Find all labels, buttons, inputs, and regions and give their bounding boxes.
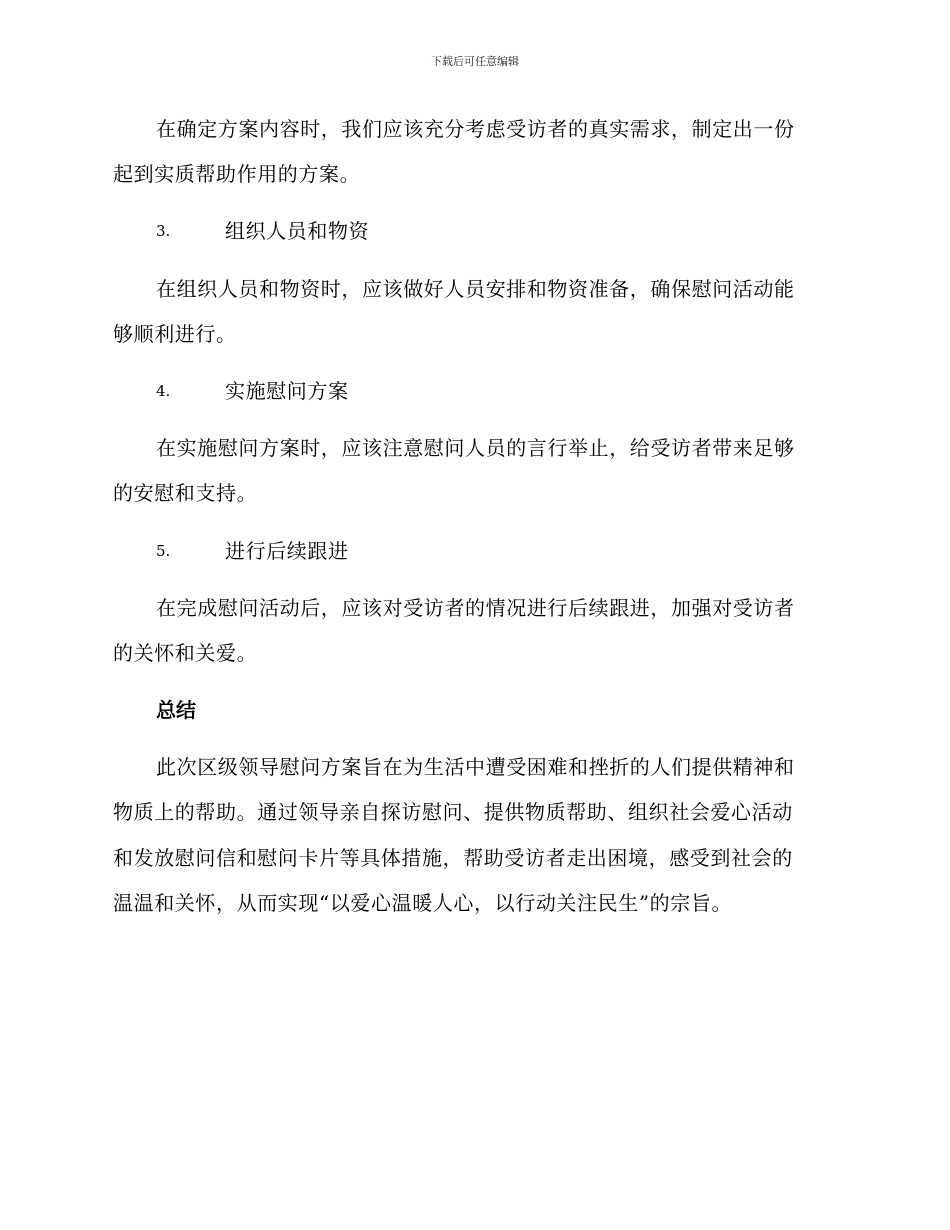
summary-line-2: 物质上的帮助。通过领导亲自探访慰问、提供物质帮助、组织社会爱心活动 <box>113 800 793 824</box>
paragraph-2-line-1: 在组织人员和物资时，应该做好人员安排和物资准备，确保慰问活动能 <box>156 277 795 301</box>
paragraph-1-line-1: 在确定方案内容时，我们应该充分考虑受访者的真实需求，制定出一份 <box>156 117 795 141</box>
paragraph-4-line-1: 在完成慰问活动后，应该对受访者的情况进行后续跟进，加强对受访者 <box>156 596 795 620</box>
summary-line-4: 温温和关怀，从而实现“以爱心温暖人心，以行动关注民生”的宗旨。 <box>113 891 733 915</box>
page-header: 下载后可任意编辑 <box>431 55 519 68</box>
item-5-title: 进行后续跟进 <box>225 539 349 563</box>
paragraph-2-line-2: 够顺利进行。 <box>113 322 237 346</box>
summary-heading: 总结 <box>156 698 196 722</box>
item-3-number: 3. <box>156 222 171 240</box>
item-4-number: 4. <box>156 382 171 400</box>
summary-line-1: 此次区级领导慰问方案旨在为生活中遭受困难和挫折的人们提供精神和 <box>156 755 795 779</box>
item-5-number: 5. <box>156 542 171 560</box>
paragraph-1-line-2: 起到实质帮助作用的方案。 <box>113 162 361 186</box>
item-4-title: 实施慰问方案 <box>225 379 349 403</box>
paragraph-3-line-1: 在实施慰问方案时，应该注意慰问人员的言行举止，给受访者带来足够 <box>156 436 795 460</box>
paragraph-3-line-2: 的安慰和支持。 <box>113 481 258 505</box>
paragraph-4-line-2: 的关怀和关爱。 <box>113 641 258 665</box>
summary-line-3: 和发放慰问信和慰问卡片等具体措施，帮助受访者走出困境，感受到社会的 <box>113 846 793 870</box>
item-3-title: 组织人员和物资 <box>225 219 370 243</box>
